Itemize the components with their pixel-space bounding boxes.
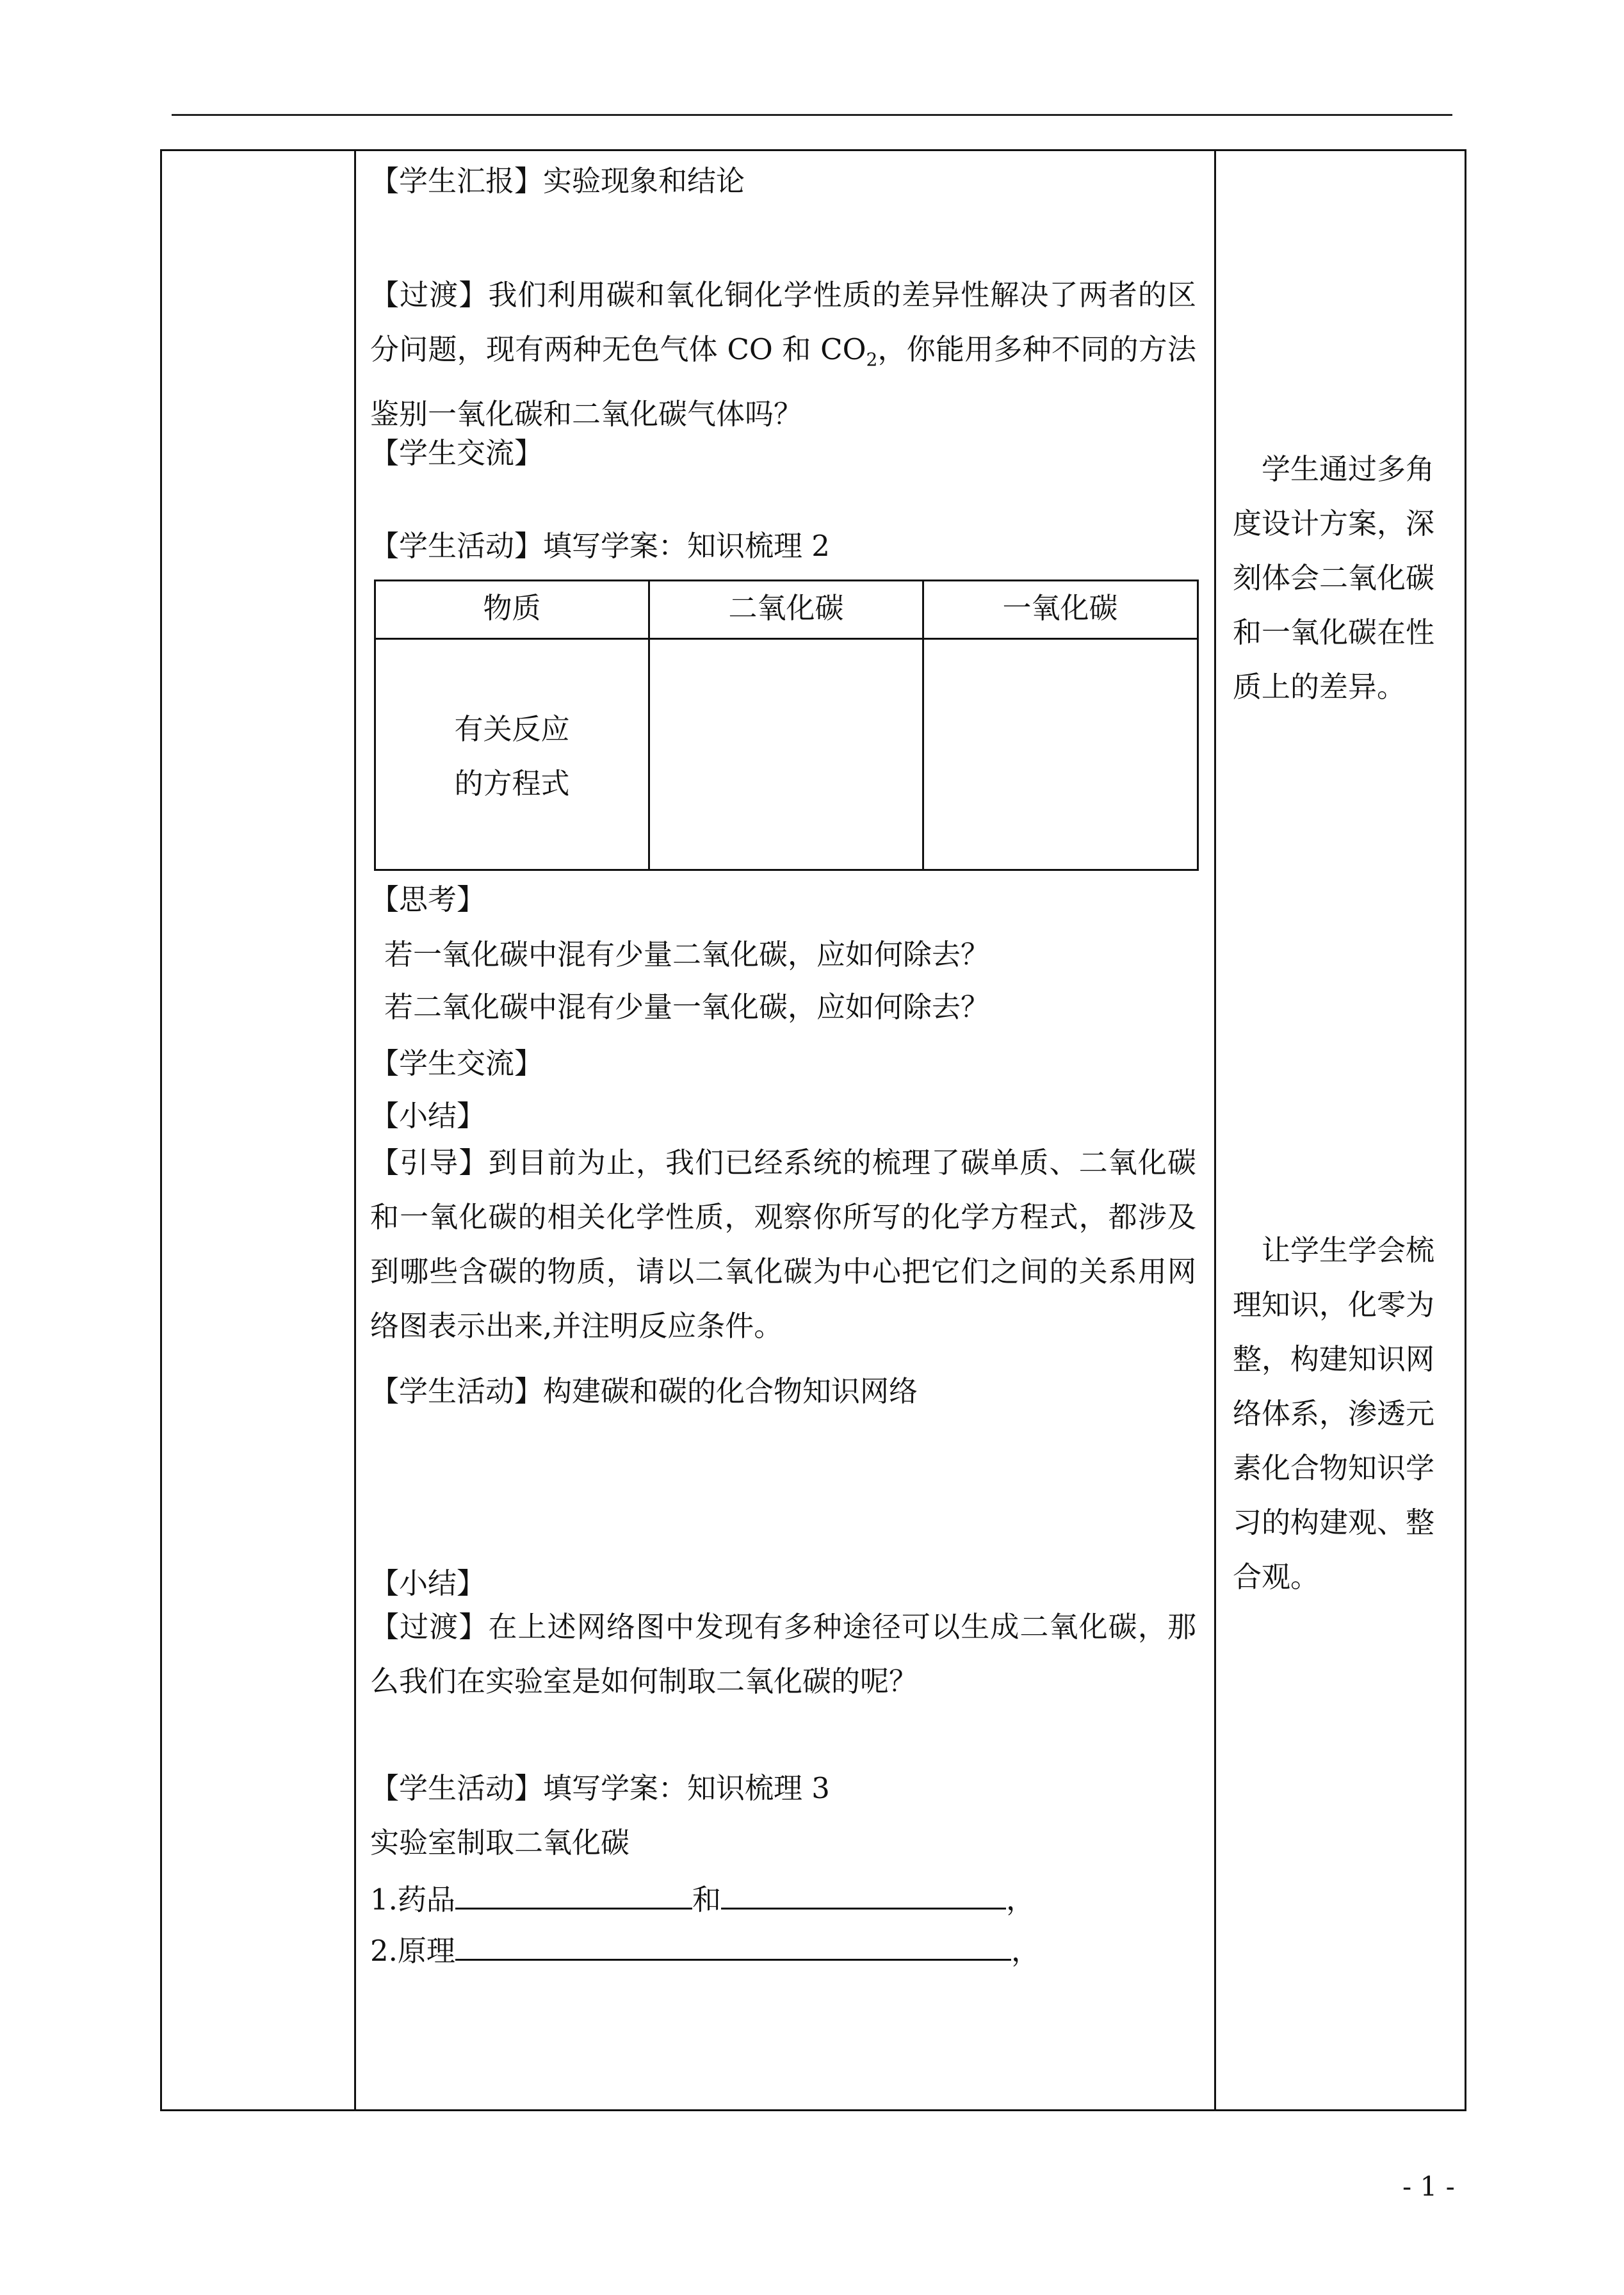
header-rule [172,114,1452,116]
item-principle-end: ， [1011,1934,1040,1968]
table-header-co: 一氧化碳 [1002,591,1118,625]
row-label-line-2: 的方程式 [454,766,570,800]
question-1: 若一氧化碳中混有少量二氧化碳，应如何除去？ [384,937,990,971]
item-principle [370,1929,1040,1970]
table-header-co2: 二氧化碳 [728,591,844,625]
transition-1-tail: ，你能用多种不同的方法鉴别一氧化碳和二氧化碳气体吗？ [370,332,1196,431]
guide-paragraph: 【引导】到目前为止，我们已经系统的梳理了碳单质、二氧化碳和一氧化碳的相关化学性质，观察你所写的化学方程式，都涉及到哪些含碳的物质，请以二氧化碳为中心把它们之间的关系用网络图表示出来,并注明反应条件。 [370,1146,1196,1343]
column-divider-left [354,151,356,2109]
transition-1-text: 【过渡】我们利用碳和氧化铜化学性质的差异性解决了两者的区分问题，现有两种无色气体 CO 和 CO [370,278,1196,366]
question-2: 若二氧化碳中混有少量一氧化碳，应如何除去？ [384,990,990,1024]
column-divider-right [1214,151,1216,2109]
student-activity-line-3: 【学生活动】填写学案：知识梳理 3 [370,1771,830,1805]
transition-paragraph-1 [370,268,1196,441]
page-number: - 1 - [1402,2171,1455,2202]
item-reagents-and: 和 [692,1883,721,1917]
lab-title: 实验室制取二氧化碳 [370,1826,630,1860]
table-cell-co2-equation[interactable] [650,640,922,869]
summary-heading-1: 【小结】 [370,1099,486,1133]
row-label-line-1: 有关反应 [454,712,570,746]
think-heading: 【思考】 [370,882,486,916]
student-exchange-line-2: 【学生交流】 [370,1046,544,1080]
student-activity-line-2: 【学生活动】构建碳和碳的化合物知识网络 [370,1374,918,1408]
reagent-blank-2[interactable] [721,1878,1006,1910]
item-principle-label: 2.原理 [370,1934,455,1968]
student-activity-line-1: 【学生活动】填写学案：知识梳理 2 [370,529,830,563]
table-header-substance: 物质 [483,591,541,625]
knowledge-table [374,580,1199,871]
principle-blank[interactable] [455,1929,1011,1961]
summary-heading-2: 【小结】 [370,1566,486,1600]
design-intent-note-1: 学生通过多角度设计方案，深刻体会二氧化碳和一氧化碳在性质上的差异。 [1233,452,1435,704]
item-reagents-label: 1.药品 [370,1883,455,1917]
co2-subscript: 2 [866,349,878,370]
item-reagents [370,1878,1035,1919]
table-row-label [376,702,648,811]
reagent-blank-1[interactable] [455,1878,692,1910]
table-cell-co-equation[interactable] [924,640,1196,869]
design-intent-note-2: 让学生学会梳理知识，化零为整，构建知识网络体系，渗透元素化合物知识学习的构建观、整合观。 [1233,1233,1435,1594]
student-exchange-line-1: 【学生交流】 [370,436,544,470]
transition-paragraph-2: 【过渡】在上述网络图中发现有多种途径可以生成二氧化碳，那么我们在实验室是如何制取二氧化碳的呢？ [370,1610,1196,1698]
student-report-line: 【学生汇报】实验现象和结论 [370,164,745,198]
item-reagents-end: ， [1005,1883,1035,1917]
